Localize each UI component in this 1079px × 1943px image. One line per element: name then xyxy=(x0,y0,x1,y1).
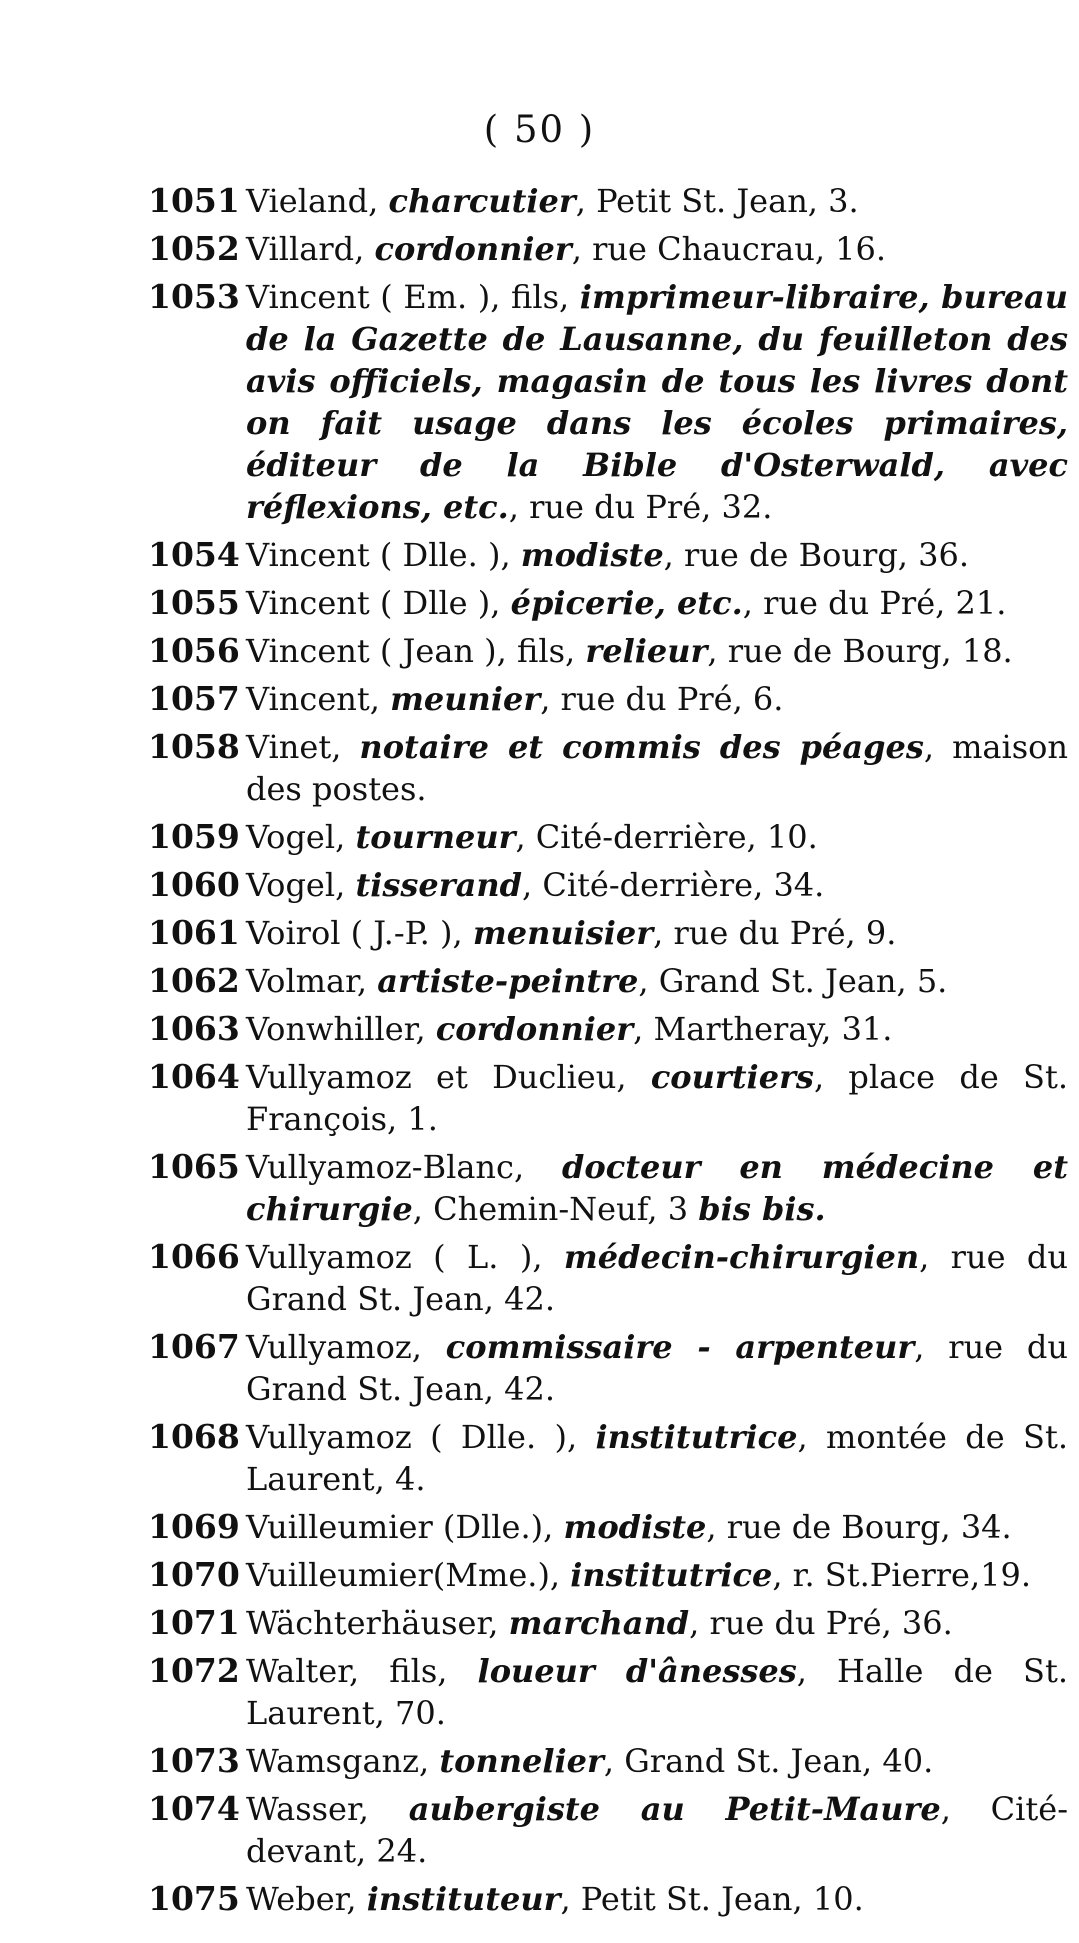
entry-occupation: artiste-peintre xyxy=(377,962,639,1000)
entry-name-address: Vullyamoz, xyxy=(246,1328,446,1366)
entry-occupation: institutrice xyxy=(595,1418,798,1456)
page-number: ( 50 ) xyxy=(483,108,596,151)
entry-number: 1053 xyxy=(148,277,240,316)
directory-entry xyxy=(148,1416,1068,1500)
directory-entry xyxy=(148,1878,1068,1920)
entry-number: 1074 xyxy=(148,1789,240,1828)
entry-name-address: Vullyamoz ( L. ), xyxy=(246,1238,564,1276)
entry-occupation: courtiers xyxy=(650,1058,814,1096)
entry-occupation: instituteur xyxy=(366,1880,561,1918)
entry-text xyxy=(246,726,1068,810)
entry-occupation: tourneur xyxy=(355,818,516,856)
entry-name-address: Villard, xyxy=(246,230,375,268)
entry-name-address: , rue du Pré, 21. xyxy=(742,584,1007,622)
entry-number: 1052 xyxy=(148,229,240,268)
directory-entry xyxy=(148,1236,1068,1320)
entry-number: 1067 xyxy=(148,1327,240,1366)
entry-name-address: Wächterhäuser, xyxy=(246,1604,509,1642)
entry-number: 1070 xyxy=(148,1555,240,1594)
entry-name-address: , rue du Pré, 36. xyxy=(689,1604,953,1642)
directory-entry xyxy=(148,276,1068,528)
directory-entry xyxy=(148,228,1068,270)
directory-entry xyxy=(148,1506,1068,1548)
directory-entry xyxy=(148,1146,1068,1230)
entry-number: 1064 xyxy=(148,1057,240,1096)
entry-name-address: Vonwhiller, xyxy=(246,1010,436,1048)
entry-text xyxy=(246,1236,1068,1320)
entry-name-address: Weber, xyxy=(246,1880,367,1918)
entry-name-address: Vincent ( Dlle. ), xyxy=(246,536,521,574)
entry-occupation: menuisier xyxy=(472,914,654,952)
entry-occupation: cordonnier xyxy=(374,230,572,268)
directory-entry xyxy=(148,1326,1068,1410)
entry-text xyxy=(246,1740,1068,1782)
entry-name-address: , montée de St. Laurent, 4. xyxy=(246,1418,1068,1498)
entry-name-address: Vuilleumier(Mme.), xyxy=(246,1556,571,1594)
directory-entry xyxy=(148,912,1068,954)
entry-name-address: , Grand St. Jean, 5. xyxy=(638,962,948,1000)
entry-name-address: Vincent, xyxy=(246,680,391,718)
entry-name-address: Walter, fils, xyxy=(246,1652,478,1690)
entry-occupation: bis bis. xyxy=(698,1190,826,1228)
entry-number: 1068 xyxy=(148,1417,240,1456)
entry-number: 1063 xyxy=(148,1009,240,1048)
entry-number: 1071 xyxy=(148,1603,240,1642)
directory-list xyxy=(148,180,1068,1926)
entry-text xyxy=(246,1056,1068,1140)
entry-occupation: imprimeur-libraire, bureau de la Gazette de Lausanne, du feuilleton des avis officiels, magasin de tous les livres dont on fait usage dans les écoles primaires, éditeur de la Bible d'Osterwald, avec réflexions, etc. xyxy=(246,278,1069,526)
entry-name-address: Vogel, xyxy=(246,818,356,856)
entry-occupation: tisserand xyxy=(355,866,522,904)
entry-name-address: , Martheray, 31. xyxy=(633,1010,893,1048)
entry-occupation: modiste xyxy=(563,1508,707,1546)
entry-name-address: , rue de Bourg, 36. xyxy=(663,536,970,574)
entry-name-address: Wasser, xyxy=(246,1790,409,1828)
entry-text xyxy=(246,630,1068,672)
directory-entry xyxy=(148,678,1068,720)
entry-name-address: Vincent ( Dlle ), xyxy=(246,584,511,622)
entry-name-address: Vincent ( Jean ), fils, xyxy=(246,632,586,670)
entry-name-address: , rue du Grand St. Jean, 42. xyxy=(246,1328,1069,1408)
entry-number: 1069 xyxy=(148,1507,240,1546)
entry-name-address: Vogel, xyxy=(246,866,356,904)
entry-occupation: médecin-chirurgien xyxy=(563,1238,920,1276)
entry-name-address: Vullyamoz-Blanc, xyxy=(246,1148,562,1186)
entry-text xyxy=(246,180,1068,222)
entry-name-address: , rue de Bourg, 34. xyxy=(706,1508,1012,1546)
entry-text xyxy=(246,1602,1068,1644)
entry-occupation: notaire et commis des péages xyxy=(359,728,924,766)
entry-number: 1073 xyxy=(148,1741,240,1780)
entry-number: 1058 xyxy=(148,727,240,766)
entry-text xyxy=(246,276,1068,528)
entry-number: 1061 xyxy=(148,913,240,952)
entry-number: 1075 xyxy=(148,1879,240,1918)
entry-text xyxy=(246,1416,1068,1500)
entry-name-address: , Grand St. Jean, 40. xyxy=(603,1742,934,1780)
entry-name-address: , Cité-devant, 24. xyxy=(246,1790,1069,1870)
entry-number: 1051 xyxy=(148,181,240,220)
entry-occupation: loueur d'ânesses xyxy=(477,1652,797,1690)
directory-entry xyxy=(148,960,1068,1002)
entry-number: 1054 xyxy=(148,535,240,574)
directory-entry xyxy=(148,1740,1068,1782)
entry-occupation: tonnelier xyxy=(439,1742,604,1780)
entry-name-address: , Cité-derrière, 34. xyxy=(522,866,825,904)
entry-name-address: , Cité-derrière, 10. xyxy=(515,818,818,856)
entry-text xyxy=(246,582,1068,624)
entry-occupation: meunier xyxy=(390,680,541,718)
entry-name-address: , maison des postes. xyxy=(246,728,1069,808)
entry-number: 1055 xyxy=(148,583,240,622)
entry-name-address: , r. St.Pierre,19. xyxy=(772,1556,1032,1594)
entry-occupation: modiste xyxy=(520,536,664,574)
entry-text xyxy=(246,534,1068,576)
entry-name-address: Vuilleumier (Dlle.), xyxy=(246,1508,564,1546)
entry-occupation: aubergiste au Petit-Maure xyxy=(408,1790,941,1828)
directory-entry xyxy=(148,726,1068,810)
entry-occupation: cordonnier xyxy=(435,1010,634,1048)
entry-text xyxy=(246,1506,1068,1548)
entry-number: 1057 xyxy=(148,679,240,718)
directory-entry xyxy=(148,1650,1068,1734)
entry-text xyxy=(246,1146,1068,1230)
entry-name-address: , Petit St. Jean, 3. xyxy=(575,182,859,220)
entry-name-address: , place de St. François, 1. xyxy=(246,1058,1069,1138)
entry-number: 1065 xyxy=(148,1147,240,1186)
directory-entry xyxy=(148,1602,1068,1644)
directory-entry xyxy=(148,864,1068,906)
entry-number: 1060 xyxy=(148,865,240,904)
entry-text xyxy=(246,1650,1068,1734)
entry-number: 1072 xyxy=(148,1651,240,1690)
directory-entry xyxy=(148,1554,1068,1596)
entry-name-address: Vullyamoz ( Dlle. ), xyxy=(246,1418,596,1456)
entry-text xyxy=(246,1554,1068,1596)
entry-name-address: , Chemin-Neuf, 3 xyxy=(412,1190,699,1228)
entry-number: 1066 xyxy=(148,1237,240,1276)
entry-name-address: Vinet, xyxy=(246,728,360,766)
entry-text xyxy=(246,1326,1068,1410)
entry-name-address: Vieland, xyxy=(246,182,389,220)
entry-name-address: , Halle de St. Laurent, 70. xyxy=(246,1652,1068,1732)
entry-name-address: , rue du Pré, 32. xyxy=(508,488,773,526)
entry-name-address: , rue du Grand St. Jean, 42. xyxy=(246,1238,1069,1318)
entry-occupation: relieur xyxy=(585,632,708,670)
entry-occupation: marchand xyxy=(508,1604,690,1642)
entry-text xyxy=(246,678,1068,720)
entry-text xyxy=(246,228,1068,270)
entry-number: 1059 xyxy=(148,817,240,856)
directory-entry xyxy=(148,1788,1068,1872)
entry-number: 1056 xyxy=(148,631,240,670)
directory-entry xyxy=(148,582,1068,624)
entry-text xyxy=(246,912,1068,954)
directory-entry xyxy=(148,630,1068,672)
entry-name-address: , rue de Bourg, 18. xyxy=(707,632,1013,670)
entry-name-address: Vincent ( Em. ), fils, xyxy=(246,278,580,316)
entry-name-address: Voirol ( J.-P. ), xyxy=(246,914,473,952)
entry-occupation: charcutier xyxy=(388,182,576,220)
entry-name-address: , rue du Pré, 6. xyxy=(540,680,784,718)
entry-name-address: Vullyamoz et Duclieu, xyxy=(246,1058,651,1096)
entry-text xyxy=(246,816,1068,858)
entry-text xyxy=(246,1008,1068,1050)
entry-name-address: Volmar, xyxy=(246,962,378,1000)
entry-text xyxy=(246,960,1068,1002)
entry-name-address: Wamsganz, xyxy=(246,1742,440,1780)
entry-text xyxy=(246,1788,1068,1872)
entry-name-address: , Petit St. Jean, 10. xyxy=(560,1880,864,1918)
entry-name-address: , rue Chaucrau, 16. xyxy=(571,230,887,268)
entry-text xyxy=(246,1878,1068,1920)
entry-number: 1062 xyxy=(148,961,240,1000)
directory-entry xyxy=(148,534,1068,576)
directory-entry xyxy=(148,1008,1068,1050)
entry-name-address: , rue du Pré, 9. xyxy=(653,914,897,952)
entry-occupation: institutrice xyxy=(570,1556,773,1594)
directory-entry xyxy=(148,180,1068,222)
entry-occupation: épicerie, etc. xyxy=(510,584,743,622)
entry-text xyxy=(246,864,1068,906)
entry-occupation: docteur en médecine et chirurgie xyxy=(246,1148,1069,1228)
entry-occupation: commissaire - arpenteur xyxy=(445,1328,915,1366)
directory-entry xyxy=(148,1056,1068,1140)
directory-entry xyxy=(148,816,1068,858)
